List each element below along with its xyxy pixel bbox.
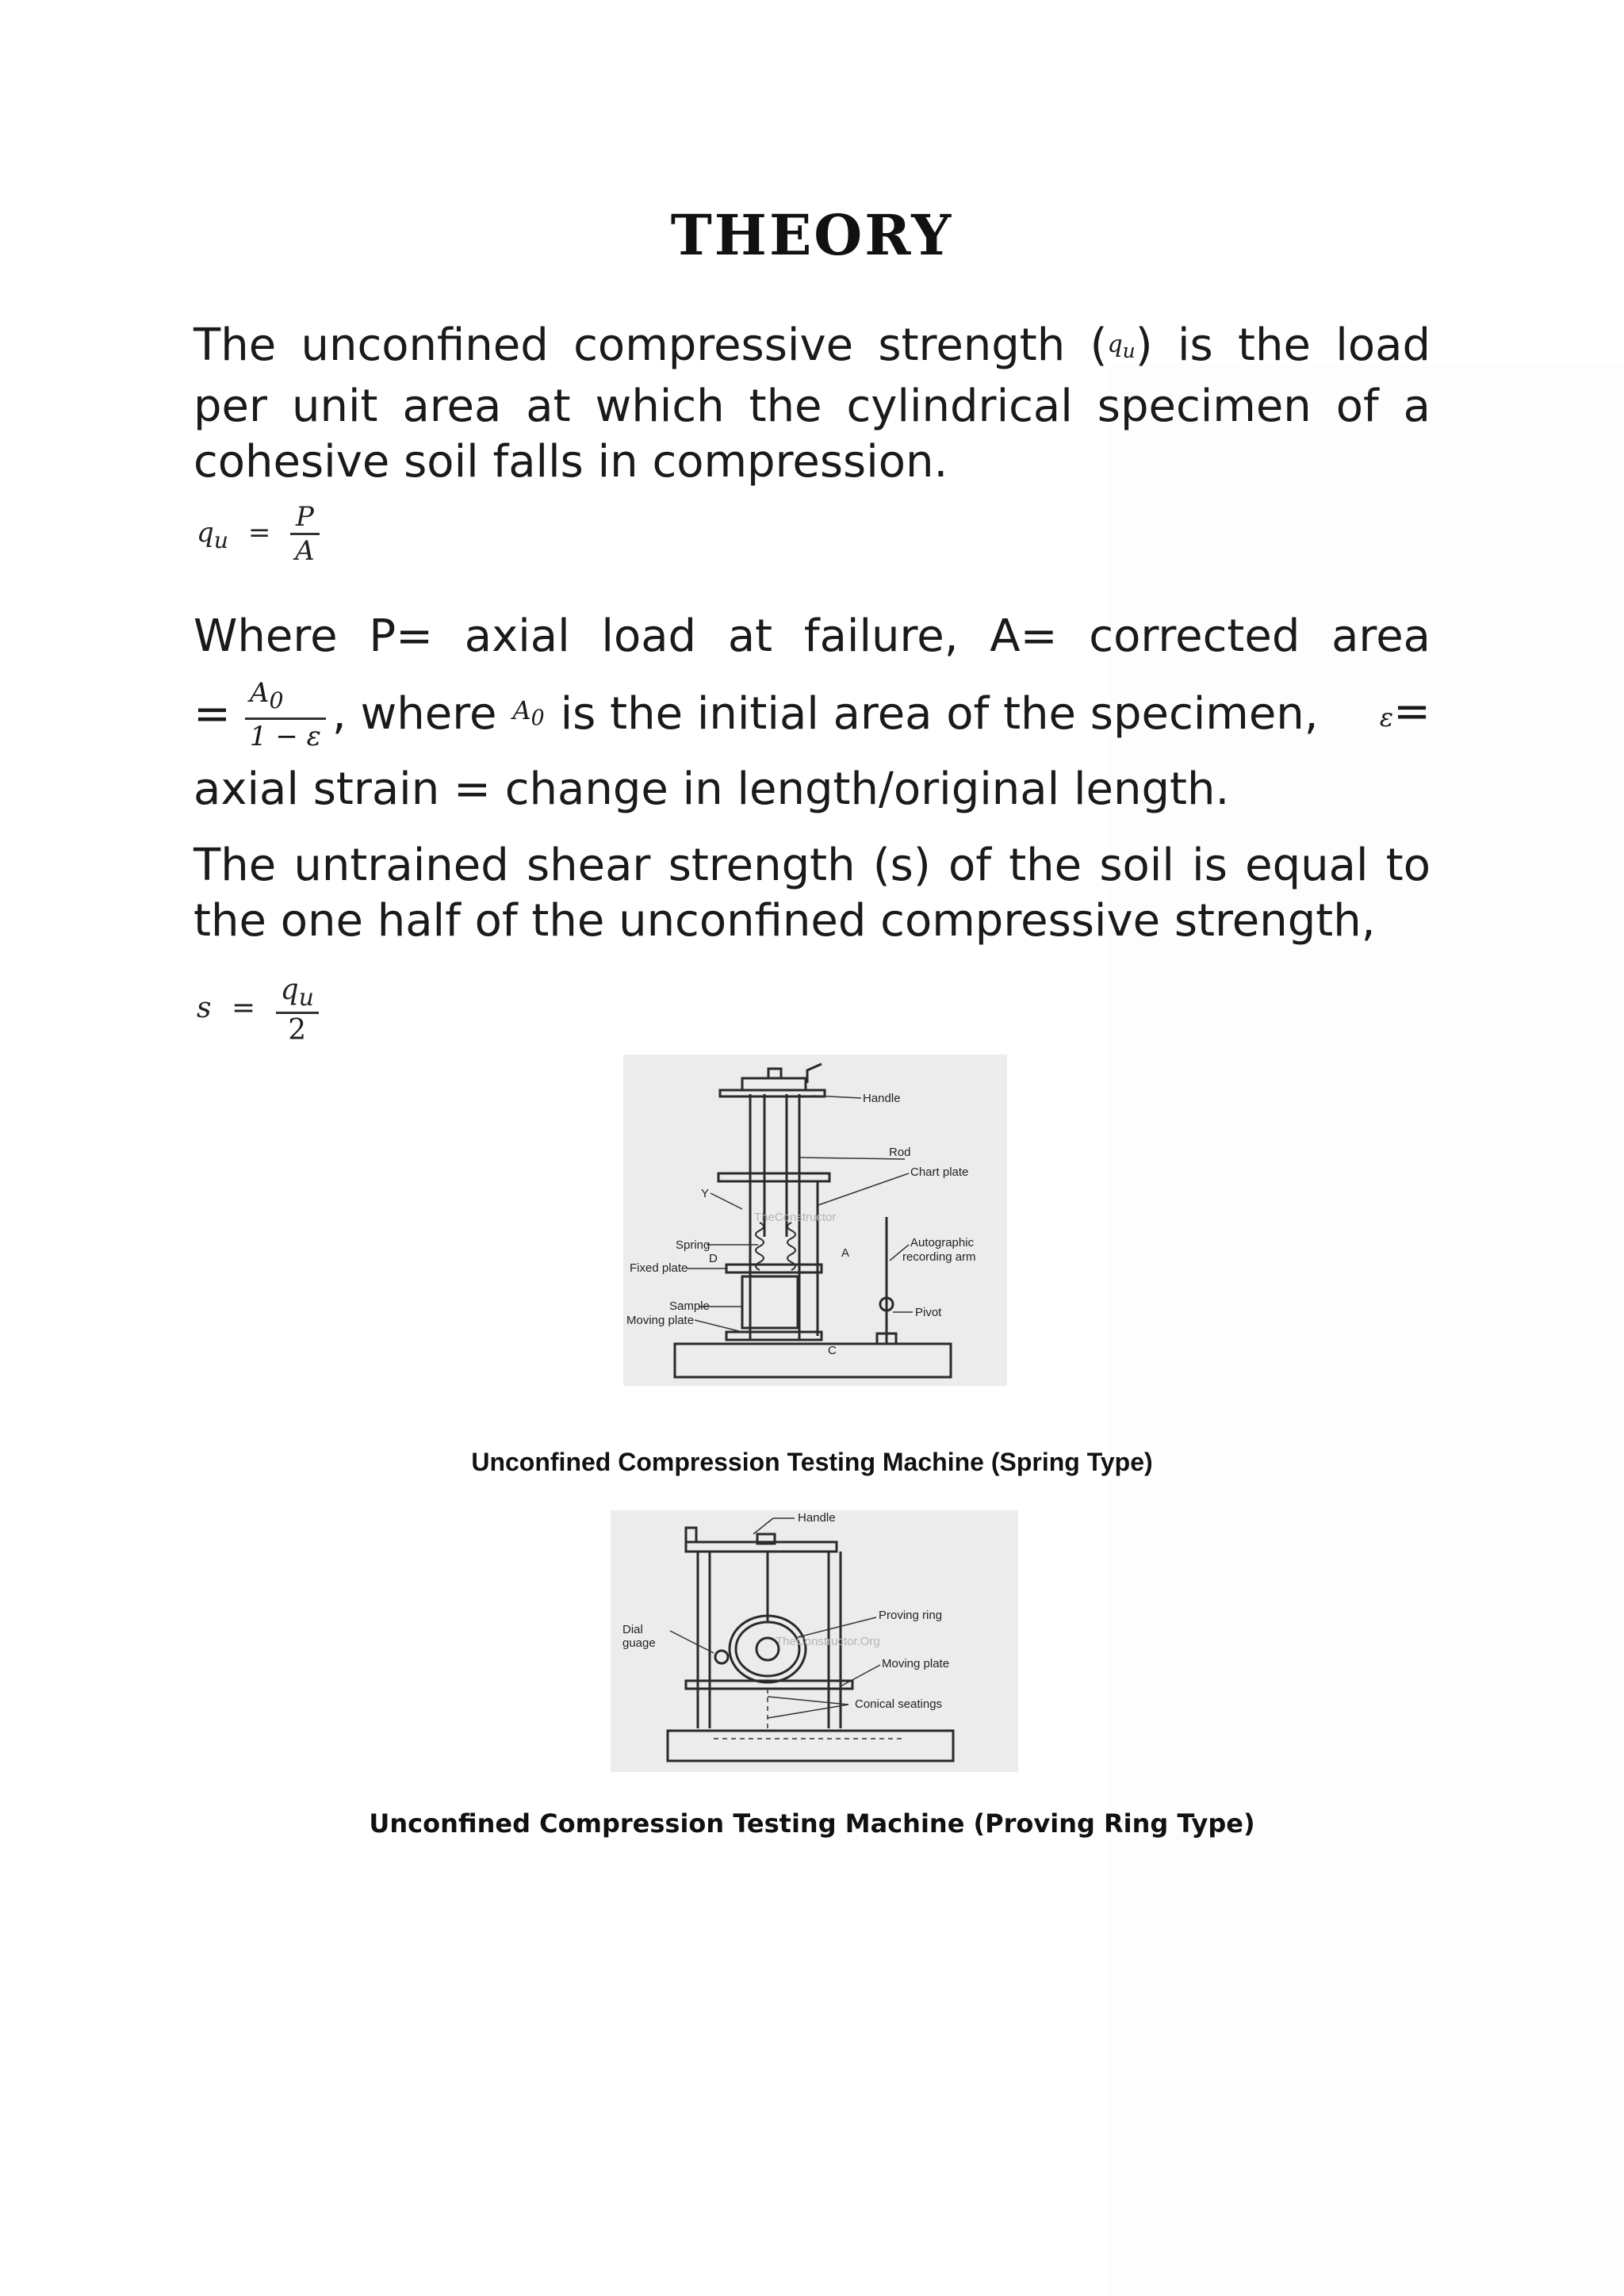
figure2-watermark: TheConstructor.Org [776,1635,880,1648]
label-sample: Sample [669,1299,710,1313]
paragraph-where-line1: Where P= axial load at failure, A= corrected area [193,610,1431,662]
label-y: Y [701,1187,710,1200]
definition-text-before: The unconfined compressive strength ( [193,320,1108,371]
label-fixed-plate: Fixed plate [630,1261,688,1275]
eq2-fraction [276,974,319,1047]
label-spring: Spring [676,1238,710,1252]
proving-ring-machine-drawing [611,1510,1018,1772]
corrected-area-equals: = [193,688,231,740]
equation-shear [197,974,319,1047]
spring-machine-drawing [623,1054,1007,1386]
qu-symbol: $q_u$ [1107,331,1136,362]
label-guage: guage [622,1636,656,1650]
label-handle: Handle [863,1092,901,1105]
paragraph-shear-strength: The untrained shear strength (s) of the soil is equal to the one half of the unconfined compressive strength, [193,840,1431,947]
caption-proving-ring-type: Unconfined Compression Testing Machine (Proving Ring Type) [369,1808,1255,1839]
label-moving-plate-2: Moving plate [882,1657,950,1670]
definition-text-after: ) is the load per unit area at which the cylindrical specimen of a cohesive soil falls in compression. [193,320,1431,488]
corrected-area-fraction [245,676,326,753]
label-c: C [828,1344,837,1357]
equation-qu [197,501,320,567]
page-title: THEORY [670,202,954,268]
figure-proving-ring-machine [611,1510,1018,1772]
corrected-area-numerator: $A_0$ [245,676,326,720]
initial-area-text: is the initial area of the specimen, [560,688,1319,740]
label-chart-plate: Chart plate [910,1165,969,1179]
label-pivot: Pivot [915,1306,942,1319]
eq2-equals: = [231,992,256,1025]
figure1-watermark: TheConstructor [754,1211,837,1224]
eq2-lhs: s [197,992,212,1025]
where-text: , where [331,688,497,740]
eq2-numerator: $q_u$ [276,974,319,1014]
paragraph-where-line2 [193,671,1431,758]
label-recording-arm: recording arm [902,1250,976,1264]
eq1-denominator: A [295,535,315,567]
label-handle-2: Handle [798,1511,836,1525]
eq1-fraction [290,501,320,567]
label-dial: Dial [622,1623,643,1636]
epsilon-symbol: ε [1379,702,1394,733]
eq1-numerator: P [290,501,320,535]
label-conical-seatings: Conical seatings [855,1697,943,1711]
epsilon-equals: = [1393,685,1431,737]
a0-symbol: $A_0$ [512,695,545,731]
label-moving-plate: Moving plate [626,1314,695,1327]
paragraph-where-line3: axial strain = change in length/original length. [193,763,1230,815]
label-d: D [709,1252,718,1265]
label-proving-ring: Proving ring [879,1609,943,1622]
caption-spring-type: Unconfined Compression Testing Machine (Spring Type) [471,1448,1153,1476]
eq1-lhs: $q_u$ [197,516,229,553]
label-a: A [841,1246,850,1260]
corrected-area-denominator: 1 − ε [249,720,321,752]
eq2-denominator: 2 [288,1014,307,1047]
paragraph-definition [193,317,1431,490]
eq1-equals: = [247,516,271,549]
label-autographic: Autographic [910,1236,975,1249]
figure-spring-type-machine [623,1054,1007,1386]
label-rod: Rod [889,1146,911,1159]
